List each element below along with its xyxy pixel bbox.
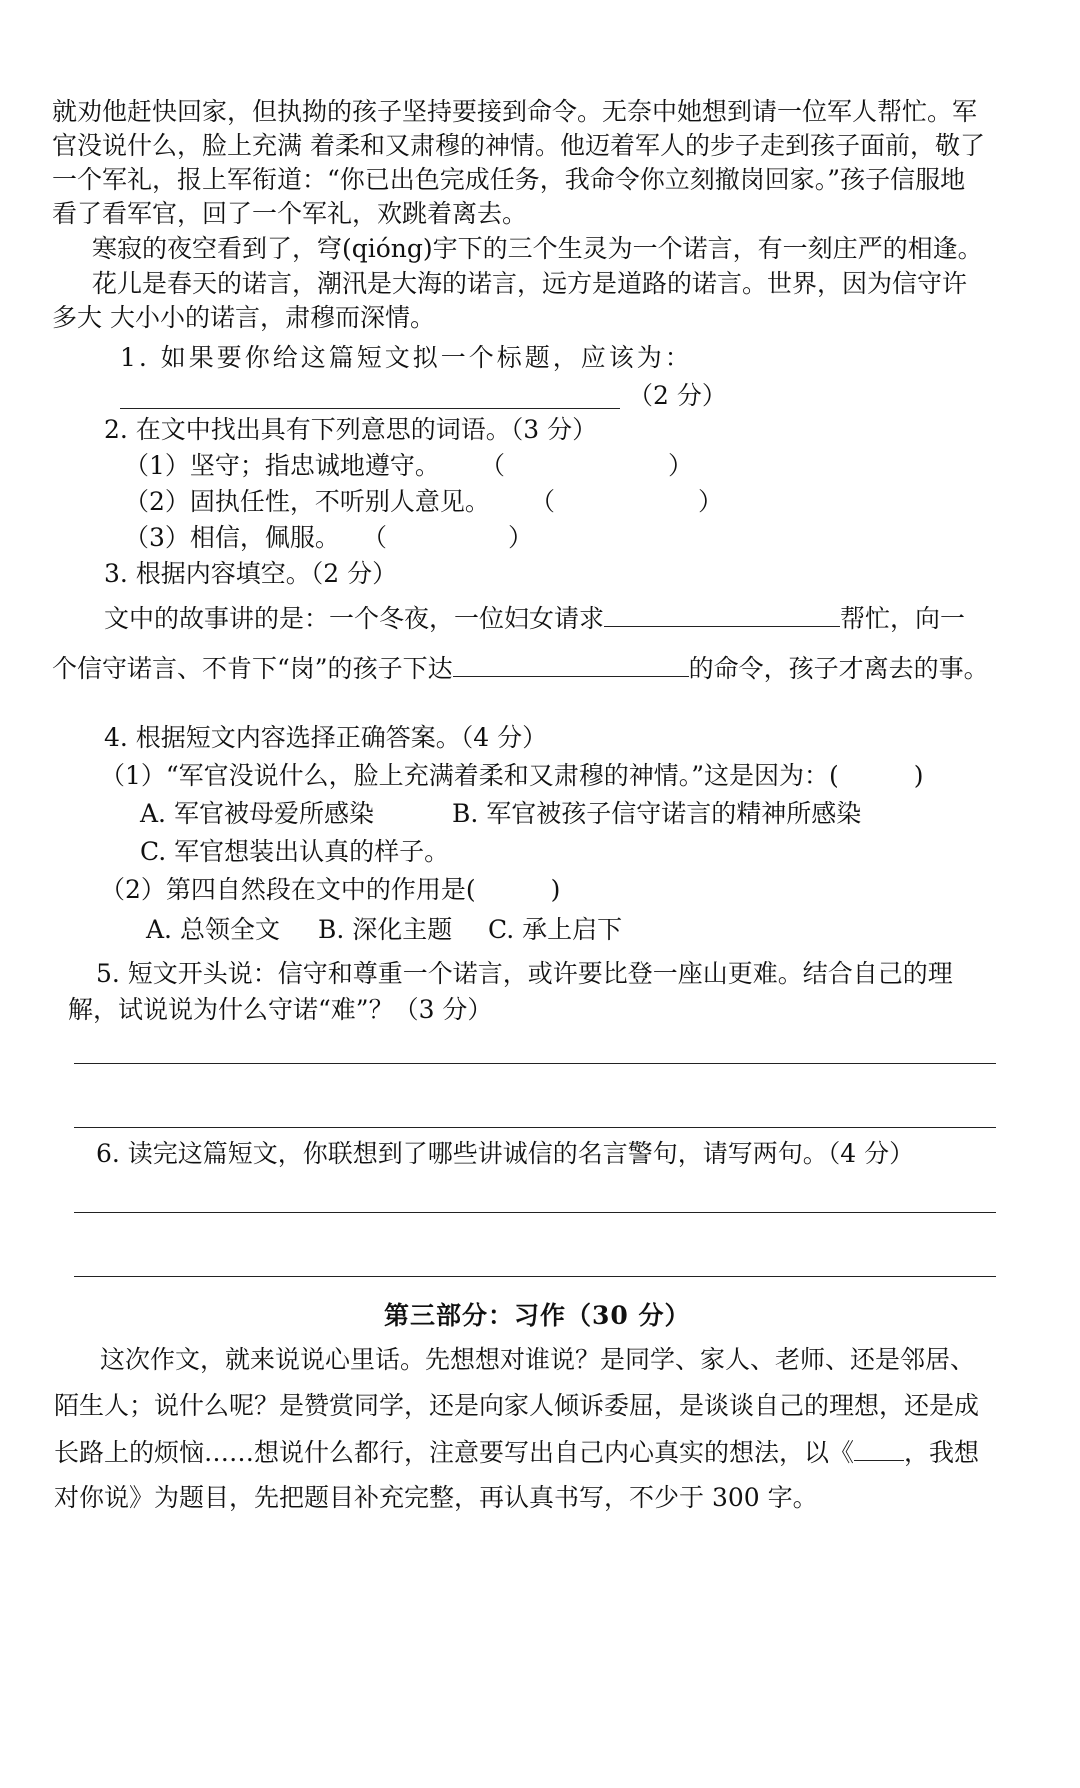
question-3-prompt: 3. 根据内容填空。（2 分） — [104, 559, 398, 588]
question-2-item: （3）相信，佩服。 — [124, 523, 340, 552]
question-2-blank-close: ） — [508, 523, 534, 552]
question-5-text: 解，试说说为什么守诺“难”？（3 分） — [68, 995, 493, 1024]
composition-text-b: ，我想 — [904, 1438, 980, 1467]
question-5-answer-line[interactable] — [74, 1127, 996, 1128]
question-3-text-a: 文中的故事讲的是：一个冬夜，一位妇女请求 — [104, 604, 605, 633]
composition-text-a: 长路上的烦恼……想说什么都行，注意要写出自己内心真实的想法，以《 — [54, 1438, 855, 1467]
question-4-sub-1: （1）“军官没说什么，脸上充满着柔和又肃穆的神情。”这是因为：( ) — [100, 761, 924, 790]
question-2-item: （2）固执任性，不听别人意见。 — [124, 487, 490, 516]
question-3-text-d: 的命令，孩子才离去的事。 — [688, 654, 989, 683]
question-5-answer-line[interactable] — [74, 1063, 996, 1064]
question-4-option[interactable]: A. 军官被母爱所感染 — [140, 799, 374, 828]
composition-title-blank[interactable] — [854, 1434, 904, 1461]
question-3-text-c: 个信守诺言、不肯下“岗”的孩子下达 — [52, 654, 453, 683]
question-4-option[interactable]: B. 军官被孩子信守诺言的精神所感染 — [452, 799, 862, 828]
question-1-prompt: 1. 如果要你给这篇短文拟一个标题，应该为： — [120, 343, 693, 372]
section-heading: 第三部分：习作（30 分） — [384, 1301, 691, 1330]
question-6-answer-line[interactable] — [74, 1276, 996, 1277]
question-2-blank-close: ） — [668, 451, 694, 480]
question-2-blank-open[interactable]: （ — [480, 451, 506, 480]
composition-line: 对你说》为题目，先把题目补充完整，再认真书写，不少于 300 字。 — [54, 1483, 818, 1512]
question-2-blank-close: ） — [698, 487, 724, 516]
question-3-blank-1[interactable] — [604, 600, 840, 627]
question-3-blank-2[interactable] — [453, 650, 689, 677]
composition-line — [54, 1434, 979, 1471]
passage-line: 看了看军官，回了一个军礼，欢跳着离去。 — [52, 199, 528, 228]
question-6-prompt: 6. 读完这篇短文，你联想到了哪些讲诚信的名言警句，请写两句。（4 分） — [96, 1139, 915, 1168]
question-3-text-b: 帮忙，向一 — [840, 604, 966, 633]
question-1-score: （2 分） — [628, 381, 727, 410]
question-4-option[interactable]: B. 深化主题 — [318, 915, 453, 944]
question-4-option[interactable]: C. 军官想装出认真的样子。 — [140, 837, 450, 866]
question-3-text — [52, 650, 989, 687]
composition-line: 陌生人；说什么呢？是赞赏同学，还是向家人倾诉委屈，是谈谈自己的理想，还是成 — [54, 1391, 980, 1420]
question-2-prompt: 2. 在文中找出具有下列意思的词语。（3 分） — [104, 415, 598, 444]
passage-line: 花儿是春天的诺言，潮汛是大海的诺言，远方是道路的诺言。世界，因为信守许 — [92, 269, 968, 298]
composition-line: 这次作文，就来说说心里话。先想想对谁说？是同学、家人、老师、还是邻居、 — [100, 1345, 976, 1374]
question-2-blank-open[interactable]: （ — [362, 523, 388, 552]
question-2-blank-open[interactable]: （ — [530, 487, 556, 516]
passage-line: 多大 大小小的诺言，肃穆而深情。 — [52, 303, 435, 332]
question-2-item: （1）坚守；指忠诚地遵守。 — [124, 451, 440, 480]
question-1-answer-line[interactable] — [120, 408, 620, 409]
question-4-option[interactable]: C. 承上启下 — [488, 915, 623, 944]
question-4-option[interactable]: A. 总领全文 — [146, 915, 280, 944]
question-3-text — [104, 600, 965, 637]
passage-line: 官没说什么，脸上充满 着柔和又肃穆的神情。他迈着军人的步子走到孩子面前，敬了 — [52, 131, 985, 160]
question-6-answer-line[interactable] — [74, 1212, 996, 1213]
question-4-prompt: 4. 根据短文内容选择正确答案。（4 分） — [104, 723, 548, 752]
passage-line: 寒寂的夜空看到了，穹(qióng)宇下的三个生灵为一个诺言，有一刻庄严的相逢。 — [92, 234, 983, 263]
passage-line: 就劝他赶快回家，但执拗的孩子坚持要接到命令。无奈中她想到请一位军人帮忙。军 — [52, 97, 978, 126]
question-4-sub-2: （2）第四自然段在文中的作用是( ) — [100, 875, 561, 904]
passage-line: 一个军礼，报上军衔道：“你已出色完成任务，我命令你立刻撤岗回家。”孩子信服地 — [52, 165, 966, 194]
question-5-text: 5. 短文开头说：信守和尊重一个诺言，或许要比登一座山更难。结合自己的理 — [96, 959, 953, 988]
